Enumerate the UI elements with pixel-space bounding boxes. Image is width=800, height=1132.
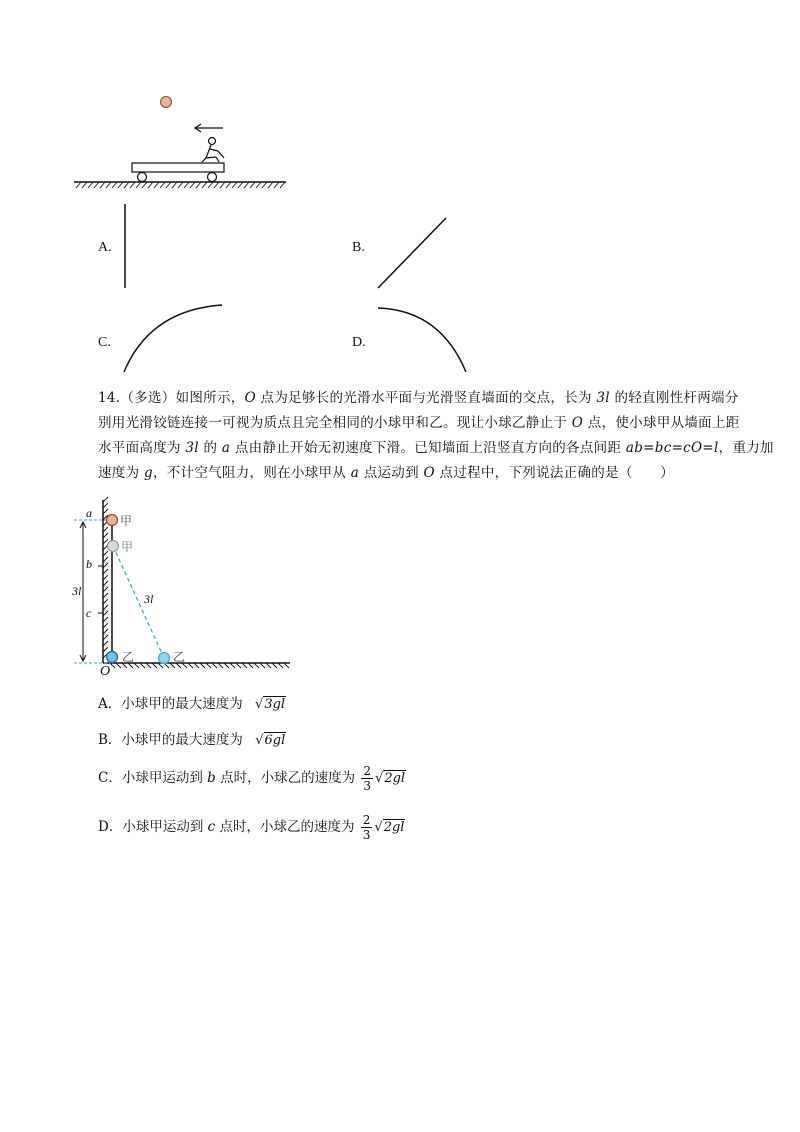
label-O: O	[100, 664, 111, 679]
radicand: 3gl	[264, 697, 286, 712]
spacing-equation: ab=bc=cO=l	[625, 440, 719, 456]
point-a: a	[350, 465, 360, 481]
question-text: 别用光滑铰链连接一可视为质点且完全相同的小球甲和乙。现让小球乙静止于	[98, 415, 572, 431]
answer-d-text: 点时，小球乙的速度为	[215, 819, 355, 835]
radicand: 2gl	[383, 820, 405, 835]
point-O: O	[244, 390, 256, 406]
option-c-label[interactable]: C.	[98, 335, 111, 350]
question-text: （多选）如图所示，	[120, 390, 245, 406]
point-c: c	[207, 819, 216, 835]
label-yi-left: 乙	[122, 650, 135, 664]
answer-c-text: 点时，小球乙的速度为	[215, 770, 356, 786]
option-b-label[interactable]: B.	[352, 240, 365, 255]
answer-c-text: C．小球甲运动到	[98, 770, 208, 786]
answer-b-text: B．小球甲的最大速度为	[98, 732, 243, 748]
question-text: 水平面高度为	[98, 440, 186, 456]
length-3l: 3l	[596, 390, 610, 406]
denominator: 3	[363, 779, 372, 793]
sqrt-expression: √2gl	[374, 820, 405, 835]
question-text: 的轻直刚性杆两端分	[609, 390, 739, 406]
question-text: 速度为	[98, 465, 144, 481]
radicand: 2gl	[384, 771, 406, 786]
numerator: 2	[362, 813, 371, 827]
point-a: a	[221, 440, 231, 456]
dashed-rod-tilted	[113, 546, 164, 658]
question-number: 14.	[98, 390, 121, 406]
question-text: 的	[198, 440, 222, 456]
fraction	[361, 764, 373, 793]
answer-d-text: D．小球甲运动到	[98, 819, 208, 835]
point-b: b	[207, 770, 216, 786]
answer-option-b[interactable]	[98, 728, 286, 748]
sqrt-expression: √6gl	[255, 733, 286, 748]
point-O: O	[423, 465, 435, 481]
ball-yi-left	[107, 652, 118, 663]
question-text: 点运动到	[359, 465, 424, 481]
sqrt-expression: √2gl	[375, 771, 406, 786]
label-c: c	[86, 606, 92, 620]
length-3l: 3l	[185, 440, 199, 456]
label-3l-rod: 3l	[144, 592, 154, 606]
answer-a-text: A．小球甲的最大速度为	[98, 696, 243, 712]
ball-jia-top	[107, 515, 118, 526]
answer-option-a[interactable]	[98, 692, 286, 712]
option-a-label[interactable]: A.	[98, 240, 112, 255]
question-text: ，重力加	[718, 440, 774, 456]
answer-option-d[interactable]	[98, 813, 405, 842]
radicand: 6gl	[264, 733, 286, 748]
label-jia-mid: 甲	[121, 540, 134, 554]
denominator: 3	[362, 828, 371, 842]
answer-option-c[interactable]	[98, 764, 406, 793]
ball-jia-mid	[108, 541, 119, 552]
fraction	[361, 813, 373, 842]
question-text: 点，使小球甲从墙面上距	[583, 415, 740, 431]
numerator: 2	[363, 764, 372, 778]
question-text: ，不计空气阻力，则在小球甲从	[152, 465, 351, 481]
gravity-g: g	[144, 465, 153, 481]
question-text: 点过程中，下列说法正确的是（ ）	[434, 465, 675, 481]
option-d-label[interactable]: D.	[352, 335, 366, 350]
label-3l-height: 3l	[72, 584, 82, 598]
question-text: 点为足够长的光滑水平面与光滑竖直墙面的交点，长为	[255, 390, 597, 406]
hatch-stroke	[103, 497, 108, 502]
sqrt-expression: √3gl	[255, 697, 286, 712]
question-text: 点由静止开始无初速度下滑。已知墙面上沿竖直方向的各点间距	[230, 440, 626, 456]
label-b: b	[86, 557, 92, 571]
label-a: a	[86, 506, 92, 520]
label-yi-right: 乙	[173, 650, 186, 664]
ball-yi-right	[159, 653, 170, 664]
label-jia-top: 甲	[120, 514, 133, 528]
point-O: O	[571, 415, 584, 431]
